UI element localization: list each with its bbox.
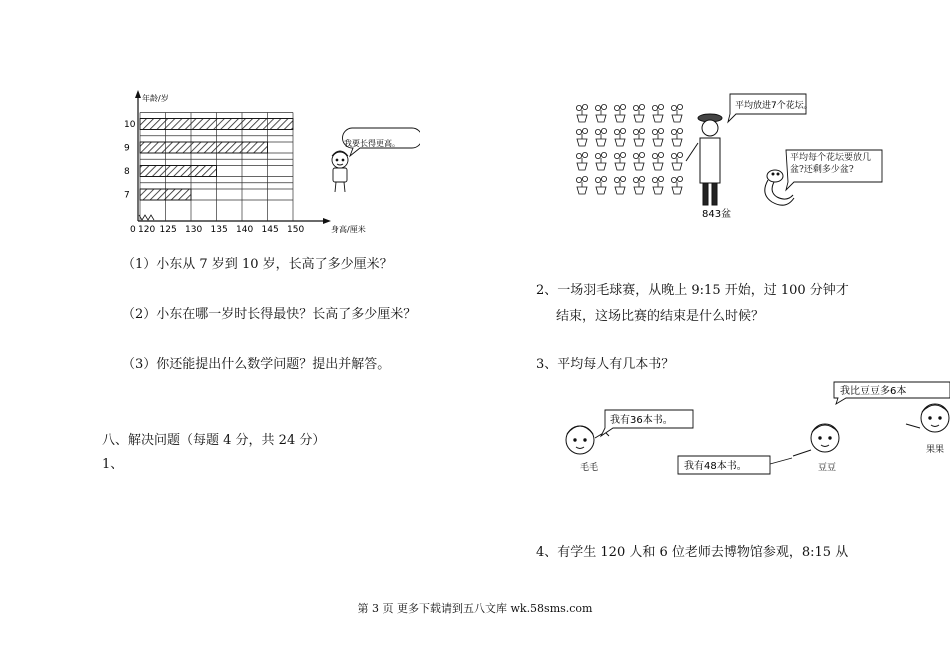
flower-pot bbox=[614, 176, 625, 194]
flower-pot bbox=[671, 152, 682, 170]
x-tick-label: 135 bbox=[210, 225, 228, 235]
snake-speech-text: 平均每个花坛要放几盆?还剩多少盆? bbox=[790, 153, 872, 175]
guoguo-speech-text: 我比豆豆多6本 bbox=[840, 386, 907, 397]
page-footer: 第 3 页 更多下载请到五八文库 wk.58sms.com bbox=[357, 602, 593, 615]
flower-pot bbox=[633, 128, 644, 146]
flower-pots-illustration bbox=[570, 88, 900, 228]
flower-pot bbox=[671, 104, 682, 122]
x-tick-label: 120 bbox=[138, 225, 156, 235]
question-right-2-line2: 结束，这场比赛的结束是什么时候？ bbox=[556, 309, 765, 324]
bar-age-10 bbox=[140, 119, 293, 130]
question-right-2-line1: 2、一场羽毛球赛，从晚上 9:15 开始，过 100 分钟才 bbox=[536, 283, 849, 298]
speech-text: 我要长得更高。 bbox=[344, 139, 400, 148]
x-tick-label: 130 bbox=[185, 225, 203, 235]
question-right-3: 3、平均每人有几本书？ bbox=[536, 357, 675, 372]
pots-count-label: 843盆 bbox=[702, 209, 732, 220]
flower-pot bbox=[652, 176, 663, 194]
maomao-figure bbox=[566, 426, 609, 454]
flower-pot bbox=[633, 104, 644, 122]
flower-pot bbox=[614, 152, 625, 170]
flower-pot bbox=[633, 152, 644, 170]
doudou-speech-text: 我有48本书。 bbox=[684, 461, 747, 472]
flower-pot bbox=[652, 128, 663, 146]
flower-pot bbox=[671, 176, 682, 194]
maomao-name: 毛毛 bbox=[580, 463, 599, 473]
flower-pot bbox=[614, 104, 625, 122]
question-1: （1）小东从 7 岁到 10 岁，长高了多少厘米？ bbox=[122, 257, 393, 272]
y-tick-label: 9 bbox=[124, 143, 130, 154]
x-axis-label: 身高/厘米 bbox=[331, 225, 366, 234]
section-title: 八、解决问题（每题 4 分，共 24 分） bbox=[102, 433, 326, 448]
flower-pot bbox=[671, 128, 682, 146]
guoguo-name: 果果 bbox=[926, 445, 945, 455]
doudou-figure bbox=[793, 424, 839, 456]
bar-age-9 bbox=[140, 142, 268, 153]
x-tick-label: 150 bbox=[287, 225, 305, 235]
y-axis-arrow bbox=[135, 90, 141, 98]
flower-pot bbox=[576, 128, 587, 146]
y-tick-label: 8 bbox=[124, 167, 130, 177]
boy-figure bbox=[332, 151, 348, 192]
flower-pot bbox=[576, 152, 587, 170]
x-tick-label: 145 bbox=[261, 225, 279, 235]
y-tick-label: 7 bbox=[124, 190, 130, 201]
doudou-name: 豆豆 bbox=[818, 463, 837, 473]
flower-pot bbox=[576, 104, 587, 122]
flower-pot bbox=[614, 128, 625, 146]
books-illustration bbox=[550, 378, 950, 488]
guoguo-figure bbox=[906, 404, 949, 432]
x-tick-label: 125 bbox=[159, 225, 177, 235]
flower-pot bbox=[595, 104, 606, 122]
x-tick-label: 140 bbox=[236, 225, 254, 235]
gardener-speech-text: 平均放进7个花坛。 bbox=[735, 101, 813, 111]
x-axis-arrow bbox=[323, 218, 331, 224]
axis-break bbox=[139, 215, 154, 220]
flower-pot bbox=[633, 176, 644, 194]
flower-pot bbox=[595, 176, 606, 194]
height-bar-chart bbox=[120, 88, 420, 238]
gardener-figure bbox=[686, 114, 722, 205]
flower-pot bbox=[595, 128, 606, 146]
bar-age-8 bbox=[140, 166, 217, 177]
y-tick-label: 10 bbox=[124, 120, 136, 130]
item-1-number: 1、 bbox=[102, 457, 124, 472]
flower-pot bbox=[652, 104, 663, 122]
question-2: （2）小东在哪一岁时长得最快？长高了多少厘米？ bbox=[122, 307, 417, 322]
question-right-4: 4、有学生 120 人和 6 位老师去博物馆参观，8:15 从 bbox=[536, 545, 849, 560]
flower-pot bbox=[652, 152, 663, 170]
flower-pot bbox=[595, 152, 606, 170]
bar-age-7 bbox=[140, 189, 191, 200]
x-tick-label: 0 bbox=[130, 225, 136, 235]
question-3: （3）你还能提出什么数学问题？提出并解答。 bbox=[122, 357, 391, 372]
y-axis-label: 年龄/岁 bbox=[142, 94, 169, 103]
flower-pot bbox=[576, 176, 587, 194]
maomao-speech-text: 我有36本书。 bbox=[610, 415, 673, 426]
